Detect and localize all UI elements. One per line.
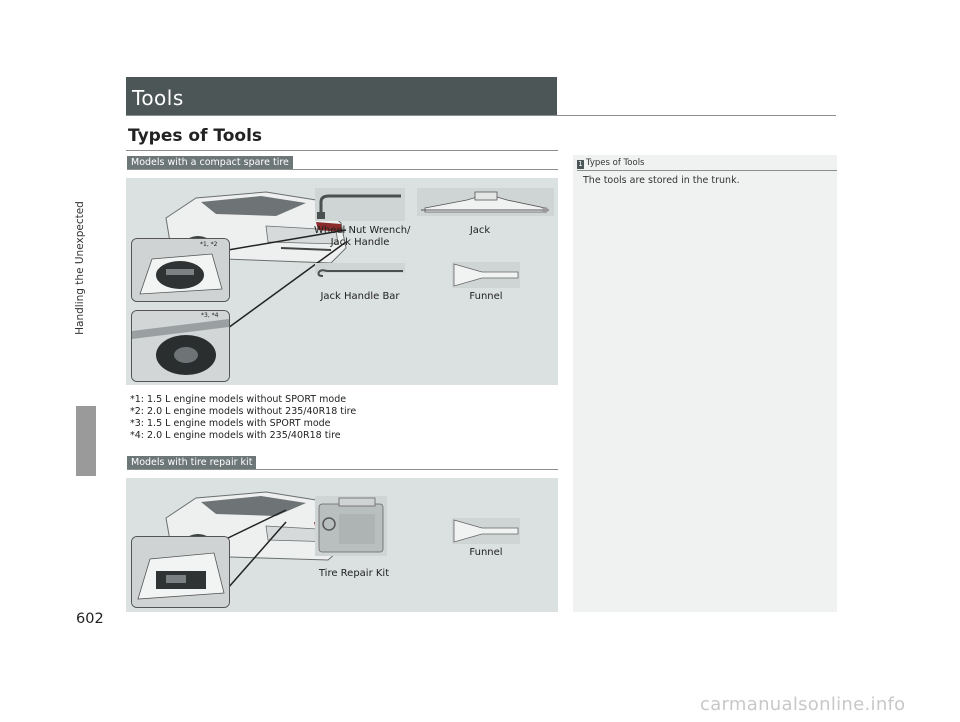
spare-well-illustration: [132, 311, 229, 381]
wrench-label-line1: Wheel Nut Wrench/: [314, 225, 411, 236]
footnote-2: *2: 2.0 L engine models without 235/40R18 tire: [130, 406, 357, 417]
reference-marker: 1: [578, 160, 583, 168]
funnel-icon: [452, 262, 520, 288]
trunk-inset-3-4: [131, 310, 230, 382]
sidebar-text: The tools are stored in the trunk.: [583, 175, 740, 186]
compact-spare-tag: Models with a compact spare tire: [127, 156, 293, 169]
jack-handle-bar-box: [315, 263, 405, 273]
repair-kit-tag: Models with tire repair kit: [127, 456, 256, 469]
trunk-inset-repair: [131, 536, 230, 608]
inset-3-4-tag: *3, *4: [201, 312, 219, 319]
info-sidebar: [573, 155, 837, 612]
sidebar-heading: [577, 158, 645, 169]
spare-tire-panel: [126, 178, 558, 385]
page-number: 602: [76, 611, 104, 627]
funnel-label: Funnel: [469, 291, 503, 302]
repair-kit-panel: [126, 478, 558, 612]
funnel-label-2: Funnel: [469, 547, 503, 558]
trunk-repair-kit-illustration: [132, 537, 229, 607]
sidebar-rule: [577, 170, 837, 171]
section-title: Types of Tools: [128, 126, 263, 146]
funnel-box: [452, 262, 520, 288]
watermark: carmanualsonline.info: [700, 694, 906, 715]
title-rule: [126, 115, 836, 116]
tire-repair-kit-label: Tire Repair Kit: [318, 568, 390, 579]
jack-handle-bar-label: Jack Handle Bar: [320, 291, 400, 302]
jack-label: Jack: [469, 225, 491, 236]
jack-box: [417, 188, 554, 216]
tire-repair-kit-box: [315, 496, 387, 556]
footnote-3: *3: 1.5 L engine models with SPORT mode: [130, 418, 331, 429]
compact-spare-rule: [127, 169, 558, 170]
chapter-label: Handling the Unexpected: [74, 201, 86, 335]
trunk-tools-illustration: [132, 239, 229, 301]
footnote-1: *1: 1.5 L engine models without SPORT mode: [130, 394, 347, 405]
repair-kit-rule: [127, 469, 558, 470]
page-title: Tools: [132, 86, 184, 110]
callout-lines-2: [226, 508, 326, 598]
section-rule: [126, 150, 558, 151]
tire-repair-kit-icon: [315, 496, 387, 556]
title-bar: [126, 77, 557, 115]
jack-handle-bar-icon: [315, 268, 405, 278]
wrench-label-line2: Jack Handle: [330, 237, 390, 248]
wheel-nut-wrench-box: [315, 188, 405, 221]
funnel-box-2: [452, 518, 520, 544]
funnel-icon-2: [452, 518, 520, 544]
sidebar-heading-text: Types of Tools: [586, 158, 645, 168]
jack-icon: [417, 188, 554, 216]
wheel-nut-wrench-icon: [315, 188, 405, 221]
footnote-4: *4: 2.0 L engine models with 235/40R18 tire: [130, 430, 341, 441]
inset-1-2-tag: *1, *2: [200, 241, 218, 248]
